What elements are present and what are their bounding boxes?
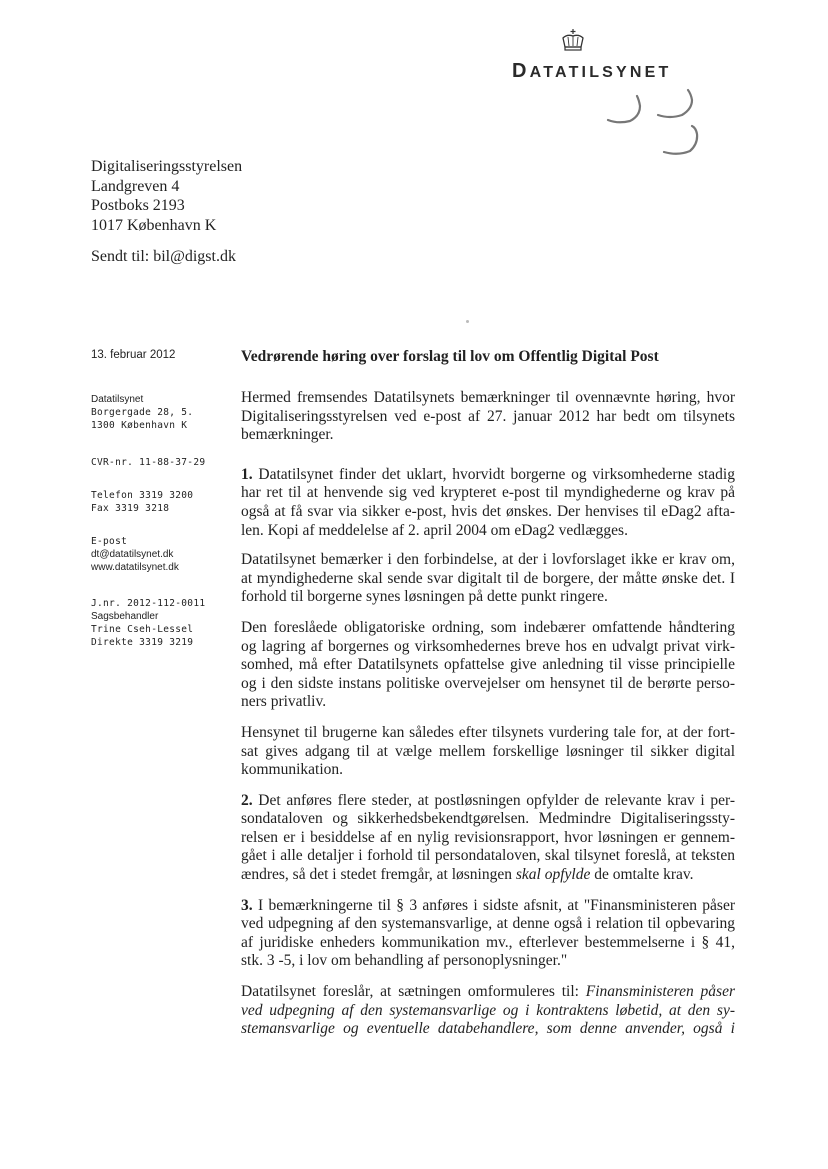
text-line	[241, 983, 735, 1002]
text-line: også at få svar via sikker e-post, hvis det ønskes. Der henvises til eDag2 afta-	[241, 502, 735, 520]
emphasis: skal opfylde	[515, 866, 591, 884]
text-line: Hermed fremsendes Datatilsynets bemærkninger til ovennævnte høring, hvor	[241, 389, 735, 406]
letter-date: 13. februar 2012	[91, 349, 176, 361]
organization-logo: DATATILSYNET	[512, 60, 672, 82]
text: Det anføres flere steder, at postløsningen opfylder de relevante krav i per-	[252, 791, 735, 809]
text-line: sat gives adgang til at vælge mellem forskellige løsninger til sikker digital	[241, 742, 735, 760]
paragraph	[241, 551, 735, 607]
case-handler-label: Sagsbehandler	[91, 611, 159, 622]
text-line: sondataloven og sikkerhedsbekendtgørelsen. Medmindre Digitaliseringssty-	[241, 810, 735, 828]
direct-phone: Direkte 3319 3219	[91, 637, 194, 648]
paragraph	[241, 466, 735, 540]
sender-address	[91, 393, 193, 432]
emphasis: Finansministeren påser	[585, 983, 735, 1001]
emphasis: stemansvarlige og eventuelle databehandlere, som denne anvender, også i	[241, 1020, 735, 1038]
text-line: bemærkninger.	[241, 426, 334, 444]
email-block	[91, 535, 179, 574]
case-number: J.nr. 2012-112-0011	[91, 598, 206, 609]
email-address: dt@datatilsynet.dk	[91, 549, 174, 560]
text: I bemærkningerne til § 3 anføres i sidste afsnit, at "Finansministeren påser	[252, 896, 735, 914]
address-line: Digitaliseringsstyrelsen	[91, 158, 243, 175]
text-line	[241, 792, 735, 811]
text: Datatilsynet finder det uklart, hvorvidt borgerne og virksomhederne stadig	[252, 465, 735, 483]
text-line: len. Kopi af meddelelse af 2. april 2004 om eDag2 vedlægges.	[241, 521, 628, 539]
text-line	[241, 1020, 735, 1039]
cvr-line: CVR-nr. 11-88-37-29	[91, 457, 206, 468]
recipient-address	[91, 157, 242, 235]
email-heading: E-post	[91, 536, 128, 547]
case-handler-name: Trine Cseh-Lessel	[91, 624, 194, 635]
phone-line: Telefon 3319 3200	[91, 490, 194, 501]
text-line: somhed, må efter Datatilsynets opfattelse give anledning til visse principielle	[241, 656, 735, 674]
address-line: 1017 København K	[91, 216, 217, 234]
handwritten-initials	[606, 88, 706, 163]
text-line: af juridiske enheders kommunikation mv., efterlever bestemmelserne i § 41,	[241, 933, 735, 951]
text-line: kommunikation.	[241, 761, 344, 779]
text-line: Den foreslåede obligatoriske ordning, som indebærer omfattende håndtering	[241, 618, 735, 636]
address-line: Postboks 2193	[91, 197, 185, 214]
text-line: relsen er i besiddelse af en nylig revisionsrapport, hvor løsningen er gennem-	[241, 828, 735, 846]
emphasis: ved udpegning af den systemansvarlige og i kontraktens løbetid, at den sy-	[241, 1001, 735, 1019]
section-number: 2.	[241, 791, 253, 809]
text-line	[241, 1002, 735, 1021]
scan-speck	[466, 320, 469, 323]
text-line: og lagring af borgernes og virksomhedernes breve hos en udvalgt privat virk-	[241, 637, 735, 655]
website: www.datatilsynet.dk	[91, 562, 179, 573]
paragraph	[241, 619, 735, 712]
text-line: ved udpegning af den systemansvarlige, at denne også i relation til opbevaring	[241, 915, 735, 933]
text: Datatilsynet foreslår, at sætningen omformuleres til:	[241, 983, 586, 1001]
paragraph	[241, 389, 735, 445]
sender-line: Datatilsynet	[91, 394, 144, 405]
sender-line: 1300 København K	[91, 420, 188, 431]
text-line: og i den sidste instans politiske overvejelser om hensynet til de berørte perso-	[241, 674, 735, 692]
letter-subject: Vedrørende høring over forslag til lov om Offentlig Digital Post	[241, 348, 659, 365]
text-line: at myndighederne skal sende svar digitalt til de borgere, der måtte ønske det. I	[241, 569, 735, 587]
text-line: ners privatliv.	[241, 693, 327, 711]
text-line: Hensynet til brugerne kan således efter tilsynets vurdering tale for, at der fort-	[241, 723, 735, 741]
sender-line: Borgergade 28, 5.	[91, 407, 194, 418]
crown-icon	[560, 28, 586, 54]
text: ændres, så det i stedet fremgår, at løsningen	[241, 866, 516, 884]
paragraph	[241, 983, 735, 1039]
text: de omtalte krav.	[590, 866, 694, 884]
address-line: Landgreven 4	[91, 177, 180, 195]
section-number: 1.	[241, 465, 253, 483]
text-line: gået i alle detaljer i forhold til persondataloven, skal tilsynet foreslå, at teksten	[241, 847, 735, 865]
text-line: stk. 3 -5, i lov om behandling af personoplysninger."	[241, 952, 568, 970]
paragraph	[241, 724, 735, 780]
text-line: Digitaliseringsstyrelsen ved e-post af 27. januar 2012 har bedt om tilsynets	[241, 407, 735, 425]
case-block	[91, 597, 205, 649]
section-number: 3.	[241, 896, 253, 914]
sent-to-line: Sendt til: bil@digst.dk	[91, 248, 236, 265]
paragraph	[241, 897, 735, 971]
paragraph	[241, 792, 735, 885]
text-line	[241, 897, 735, 916]
text-line: Datatilsynet bemærker i den forbindelse, at der i lovforslaget ikke er krav om,	[241, 551, 735, 569]
cvr-number	[91, 456, 205, 469]
text-line: har ret til at henvende sig ved krypteret e-post til myndighederne og krav på	[241, 484, 735, 502]
text-line	[241, 466, 735, 485]
phone-block	[91, 489, 193, 515]
fax-line: Fax 3319 3218	[91, 503, 170, 514]
text-line: forhold til borgerne synes løsningen på dette punkt ringere.	[241, 588, 608, 606]
letter-body	[241, 389, 735, 1039]
text-line	[241, 866, 735, 885]
